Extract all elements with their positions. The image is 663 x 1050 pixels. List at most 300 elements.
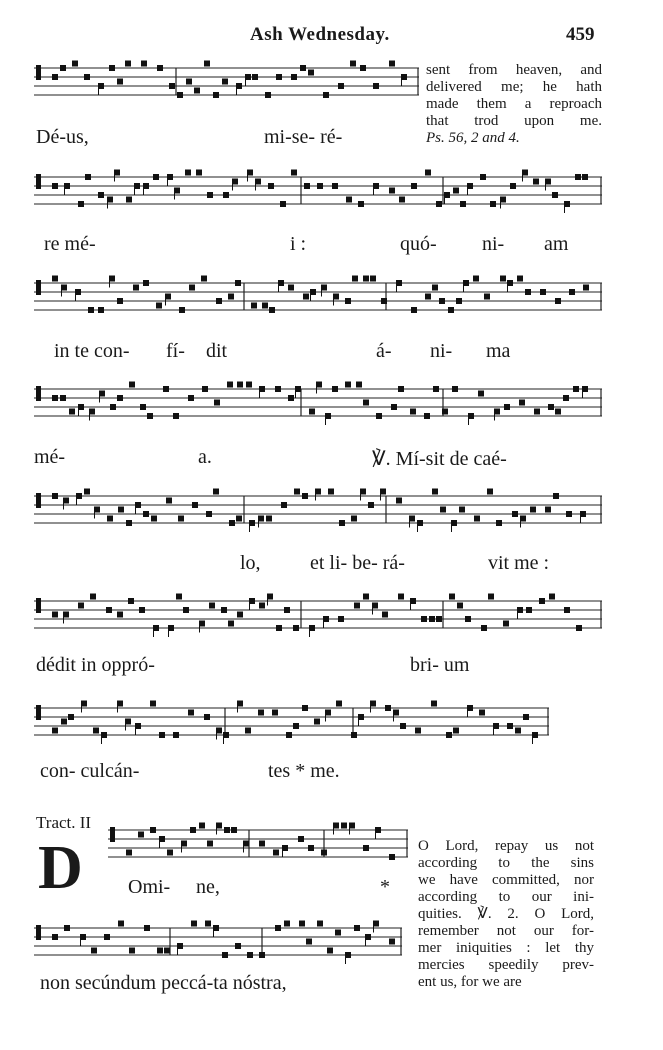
translation-line: quities. ℣. 2. O Lord, — [418, 906, 594, 922]
neume — [173, 413, 179, 419]
neume — [52, 395, 58, 401]
c-clef — [36, 386, 41, 401]
neume — [548, 404, 554, 410]
translation-line: made them a reproach — [426, 96, 602, 112]
c-clef — [36, 705, 41, 720]
neume — [228, 294, 234, 300]
neume — [268, 183, 274, 189]
neume — [436, 616, 442, 622]
lyric-syllable: dit — [206, 340, 228, 362]
neume — [526, 607, 532, 613]
music-staff-7 — [34, 698, 549, 754]
neume — [335, 930, 341, 936]
neume — [345, 298, 351, 304]
neume — [143, 511, 149, 517]
neume — [276, 74, 282, 80]
neume — [431, 701, 437, 707]
neume — [227, 382, 233, 388]
neume — [84, 74, 90, 80]
neume — [245, 728, 251, 734]
neume — [363, 276, 369, 282]
neume — [216, 298, 222, 304]
neume — [246, 382, 252, 388]
neume — [474, 516, 480, 522]
neume — [237, 382, 243, 388]
lyric-syllable: tes * me. — [268, 760, 340, 782]
neume — [85, 174, 91, 180]
neume — [194, 88, 200, 94]
neume — [341, 823, 347, 829]
lyric-syllable: mi-se- ré- — [264, 126, 343, 148]
neume — [52, 493, 58, 499]
neume — [91, 948, 97, 954]
neume — [144, 925, 150, 931]
neume — [327, 948, 333, 954]
neume — [176, 594, 182, 600]
neume — [424, 413, 430, 419]
lyric-syllable: dédit in oppró- — [36, 654, 155, 676]
neume — [507, 723, 513, 729]
neume — [398, 594, 404, 600]
neume — [191, 921, 197, 927]
neume — [410, 409, 416, 415]
translation-bottom — [418, 838, 594, 991]
c-clef — [36, 598, 41, 613]
neume — [448, 307, 454, 313]
neume — [540, 289, 546, 295]
neume — [188, 395, 194, 401]
neume — [60, 395, 66, 401]
neume — [93, 728, 99, 734]
neume — [332, 183, 338, 189]
neume — [109, 65, 115, 71]
c-clef — [36, 925, 41, 940]
neume — [553, 493, 559, 499]
c-clef — [36, 280, 41, 295]
neume — [436, 201, 442, 207]
neume — [205, 921, 211, 927]
neume — [473, 276, 479, 282]
neume — [126, 520, 132, 526]
neume — [487, 489, 493, 495]
neume — [141, 61, 147, 67]
music-staff-5 — [34, 486, 602, 542]
neume — [229, 520, 235, 526]
translation-line: that trod upon me. — [426, 113, 602, 129]
neume — [207, 841, 213, 847]
neume — [251, 303, 257, 309]
neume — [519, 400, 525, 406]
neume — [332, 386, 338, 392]
neume — [411, 183, 417, 189]
lyric-syllable: mé- — [34, 446, 66, 468]
neume — [269, 307, 275, 313]
music-staff-1 — [34, 58, 419, 114]
neume — [288, 285, 294, 291]
neume — [204, 61, 210, 67]
neume — [363, 845, 369, 851]
neume — [433, 386, 439, 392]
neume — [68, 714, 74, 720]
neume — [125, 61, 131, 67]
neume — [140, 404, 146, 410]
neume — [214, 400, 220, 406]
neume — [510, 183, 516, 189]
neume — [64, 925, 70, 931]
neume — [183, 607, 189, 613]
neume — [78, 201, 84, 207]
neume — [150, 827, 156, 833]
lyric-syllable: * — [380, 876, 390, 898]
neume — [440, 507, 446, 513]
translation-line: mercies speedily prev- — [418, 957, 594, 973]
neume — [98, 192, 104, 198]
neume — [425, 294, 431, 300]
lyric-syllable: á- — [376, 340, 392, 362]
neume — [157, 948, 163, 954]
translation-line: O Lord, repay us not — [418, 838, 594, 854]
neume — [575, 174, 581, 180]
translation-line: mer iniquities : let thy — [418, 940, 594, 956]
neume — [286, 732, 292, 738]
neume — [126, 850, 132, 856]
neume — [525, 289, 531, 295]
neume — [288, 395, 294, 401]
neume — [317, 921, 323, 927]
neume — [259, 841, 265, 847]
neume — [504, 404, 510, 410]
neume — [351, 732, 357, 738]
neume — [117, 79, 123, 85]
neume — [515, 728, 521, 734]
lyric-syllable: ℣. Mí-sit de caé- — [372, 448, 507, 470]
lyric-syllable: ni- — [430, 340, 453, 362]
neume — [459, 507, 465, 513]
neume — [60, 65, 66, 71]
neume — [512, 511, 518, 517]
translation-top — [426, 62, 602, 147]
neume — [314, 719, 320, 725]
neume — [391, 404, 397, 410]
neume — [503, 621, 509, 627]
neume — [456, 298, 462, 304]
neume — [178, 516, 184, 522]
neume — [133, 285, 139, 291]
neume — [213, 489, 219, 495]
neume — [185, 170, 191, 176]
neume — [150, 701, 156, 707]
neume — [173, 732, 179, 738]
neume — [201, 276, 207, 282]
neume — [381, 298, 387, 304]
neume — [199, 823, 205, 829]
neume — [400, 723, 406, 729]
neume — [303, 294, 309, 300]
neume — [432, 285, 438, 291]
neume — [481, 625, 487, 631]
music-staff-9 — [34, 918, 402, 974]
neume — [563, 395, 569, 401]
neume — [398, 386, 404, 392]
translation-line: remember not our for- — [418, 923, 594, 939]
neume — [336, 701, 342, 707]
neume — [78, 603, 84, 609]
neume — [280, 201, 286, 207]
neume — [275, 925, 281, 931]
neume — [300, 65, 306, 71]
music-staff-4 — [34, 379, 602, 435]
psalm-reference: Ps. 56, 2 and 4. — [426, 130, 520, 146]
lyric-syllable: ni- — [482, 233, 505, 255]
neume — [317, 183, 323, 189]
page-header-title: Ash Wednesday. — [250, 24, 390, 45]
neume — [321, 850, 327, 856]
neume — [190, 827, 196, 833]
neume — [539, 598, 545, 604]
lyric-syllable: lo, — [240, 552, 261, 574]
neume — [221, 607, 227, 613]
neume — [90, 594, 96, 600]
neume — [465, 616, 471, 622]
neume — [237, 612, 243, 618]
neume — [389, 939, 395, 945]
neume — [189, 285, 195, 291]
neume — [549, 594, 555, 600]
lyric-syllable: i : — [290, 233, 307, 255]
neume — [247, 952, 253, 958]
translation-line: we have committed, nor — [418, 872, 594, 888]
translation-line: delivered me; he hath — [426, 79, 602, 95]
c-clef — [36, 493, 41, 508]
neume — [84, 489, 90, 495]
lyric-syllable: non secúndum peccá-ta nóstra, — [40, 972, 287, 994]
neume — [389, 854, 395, 860]
neume — [376, 413, 382, 419]
neume — [110, 404, 116, 410]
translation-line: according to the sins — [418, 855, 594, 871]
neume — [354, 603, 360, 609]
tract-label: Tract. II — [36, 813, 92, 832]
neume — [363, 400, 369, 406]
neume — [281, 502, 287, 508]
neume — [323, 92, 329, 98]
neume — [284, 607, 290, 613]
neume — [88, 307, 94, 313]
neume — [389, 61, 395, 67]
neume — [457, 603, 463, 609]
lyric-syllable: fí- — [166, 340, 185, 362]
neume — [309, 409, 315, 415]
neume — [573, 386, 579, 392]
neume — [252, 74, 258, 80]
neume — [345, 382, 351, 388]
neume — [224, 827, 230, 833]
neume — [399, 197, 405, 203]
neume — [228, 621, 234, 627]
neume — [338, 616, 344, 622]
neume — [368, 502, 374, 508]
translation-line: according to our ini- — [418, 889, 594, 905]
neume — [69, 409, 75, 415]
neume — [106, 607, 112, 613]
lyric-syllable: re mé- — [44, 233, 96, 255]
neume — [555, 298, 561, 304]
neume — [259, 952, 265, 958]
neume — [118, 921, 124, 927]
neume — [265, 92, 271, 98]
neume — [206, 511, 212, 517]
neume — [167, 850, 173, 856]
neume — [186, 79, 192, 85]
neume — [530, 507, 536, 513]
neume — [352, 276, 358, 282]
page-number: 459 — [566, 24, 595, 45]
neume — [564, 607, 570, 613]
neume — [104, 934, 110, 940]
neume — [272, 710, 278, 716]
neume — [276, 625, 282, 631]
neume — [222, 79, 228, 85]
neume — [235, 943, 241, 949]
neume — [582, 174, 588, 180]
neume — [484, 294, 490, 300]
neume — [129, 382, 135, 388]
neume — [169, 83, 175, 89]
neume — [370, 276, 376, 282]
lyric-syllable: vit me : — [488, 552, 550, 574]
neume — [328, 489, 334, 495]
neume — [117, 395, 123, 401]
lyric-syllable: Omi- — [128, 876, 171, 898]
neume — [166, 498, 172, 504]
neume — [52, 74, 58, 80]
neume — [517, 276, 523, 282]
neume — [302, 705, 308, 711]
neume — [576, 625, 582, 631]
c-clef — [110, 827, 115, 842]
neume — [291, 74, 297, 80]
music-staff-2 — [34, 167, 602, 223]
neume — [52, 276, 58, 282]
neume — [496, 520, 502, 526]
neume — [107, 516, 113, 522]
neume — [350, 61, 356, 67]
neume — [308, 70, 314, 76]
neume — [351, 516, 357, 522]
neume — [291, 170, 297, 176]
neume — [177, 92, 183, 98]
neume — [429, 616, 435, 622]
neume — [339, 520, 345, 526]
neume — [363, 594, 369, 600]
lyric-syllable: ne, — [196, 876, 220, 898]
neume — [163, 386, 169, 392]
neume — [500, 276, 506, 282]
neume — [533, 179, 539, 185]
lyric-syllable: con- culcán- — [40, 760, 140, 782]
neume — [213, 92, 219, 98]
neume — [151, 516, 157, 522]
music-staff-6 — [34, 591, 602, 647]
neume — [304, 183, 310, 189]
neume — [415, 728, 421, 734]
neume — [61, 719, 67, 725]
lyric-syllable: et li- be- rá- — [310, 552, 405, 574]
neume — [143, 280, 149, 286]
neume — [442, 409, 448, 415]
neume — [117, 612, 123, 618]
neume — [569, 289, 575, 295]
neume — [262, 303, 268, 309]
neume — [188, 710, 194, 716]
neume — [545, 507, 551, 513]
music-staff-3 — [34, 273, 602, 329]
neume — [566, 511, 572, 517]
c-clef — [36, 174, 41, 189]
neume — [479, 710, 485, 716]
neume — [411, 307, 417, 313]
neume — [231, 827, 237, 833]
translation-line: ent us, for we are — [418, 974, 522, 990]
neume — [202, 386, 208, 392]
c-clef — [36, 65, 41, 80]
neume — [354, 925, 360, 931]
neume — [449, 594, 455, 600]
neume — [266, 516, 272, 522]
neume — [373, 83, 379, 89]
lyric-syllable: quó- — [400, 233, 437, 255]
neume — [128, 598, 134, 604]
neume — [129, 948, 135, 954]
neume — [284, 921, 290, 927]
neume — [446, 732, 452, 738]
neume — [453, 728, 459, 734]
neume — [452, 386, 458, 392]
neume — [153, 174, 159, 180]
neume — [490, 201, 496, 207]
neume — [421, 616, 427, 622]
neume — [259, 603, 265, 609]
neume — [156, 303, 162, 309]
lyric-syllable: in te con- — [54, 340, 130, 362]
neume — [453, 188, 459, 194]
lyric-syllable: a. — [198, 446, 212, 468]
neume — [356, 382, 362, 388]
neume — [52, 183, 58, 189]
neume — [396, 498, 402, 504]
neume — [52, 728, 58, 734]
neume — [164, 948, 170, 954]
neume — [306, 939, 312, 945]
lyric-syllable: Dé-us, — [36, 126, 89, 148]
neume — [52, 612, 58, 618]
neume — [385, 705, 391, 711]
neume — [294, 489, 300, 495]
neume — [358, 201, 364, 207]
neume — [425, 170, 431, 176]
neume — [196, 170, 202, 176]
neume — [98, 307, 104, 313]
neume — [222, 952, 228, 958]
neume — [204, 714, 210, 720]
neume — [273, 850, 279, 856]
neume — [389, 188, 395, 194]
neume — [338, 83, 344, 89]
neume — [258, 710, 264, 716]
neume — [382, 612, 388, 618]
neume — [480, 174, 486, 180]
neume — [138, 832, 144, 838]
